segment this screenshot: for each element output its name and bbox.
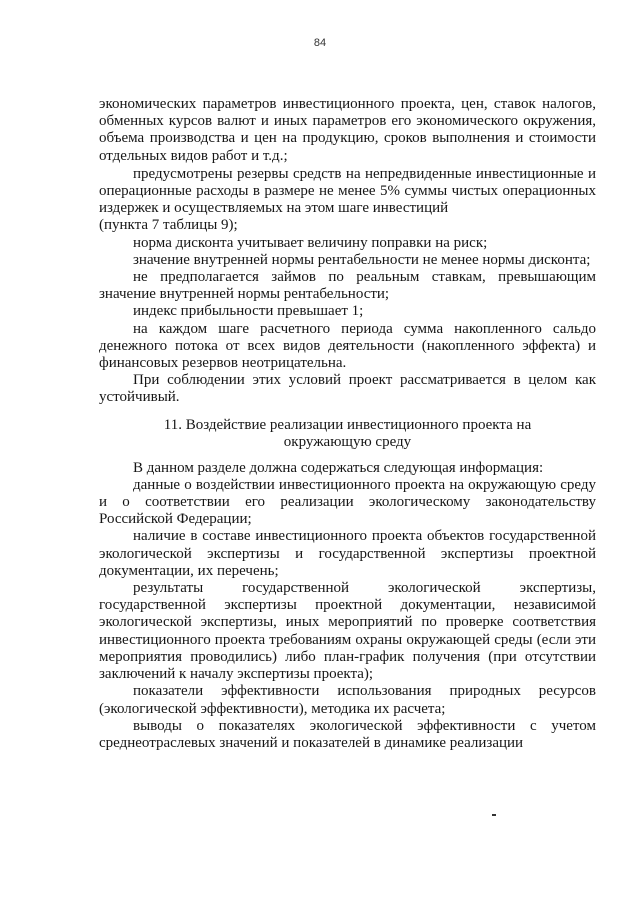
paragraph-stability-conclusion: При соблюдении этих условий проект рассматривается в целом как устойчивый. — [99, 372, 596, 406]
paragraph-cash-flow-balance: на каждом шаге расчетного периода сумма накопленного сальдо денежного потока от всех видов деятельности (накопленного эффекта) и финансовых резервов неотрицательна. — [99, 320, 596, 372]
paragraph-expertise-objects: наличие в составе инвестиционного проекта объектов государственной экологической экспертизы и государственной экспертизы проектной документации, их перечень; — [99, 528, 596, 579]
paragraph-irr: значение внутренней нормы рентабельности не менее нормы дисконта; — [133, 251, 591, 268]
paragraph-reserves: предусмотрены резервы средств на непредвиденные инвестиционные и операционные расходы в размере не менее 5% суммы чистых операционных издержек и осуществляемых на этом шаге инвестиций — [99, 165, 596, 217]
paragraph-discount-rate: норма дисконта учитывает величину поправки на риск; — [133, 234, 488, 251]
section-title-line-2: окружающую среду — [283, 434, 412, 451]
body-text — [99, 96, 596, 752]
paragraph-economic-params: экономических параметров инвестиционного проекта, цен, ставок налогов, обменных курсов валют и иных параметров его экономического окружения, объема производства и цен на продукцию, сроков выполнения и стоимости отдельных видов работ и т.д.; — [99, 96, 596, 164]
page-number: 84 — [313, 37, 327, 49]
scan-mark — [492, 814, 496, 816]
paragraph-loans: не предполагается займов по реальным ставкам, превышающим значение внутренней нормы рентабельности; — [99, 269, 596, 303]
paragraph-profitability-index: индекс прибыльности превышает 1; — [133, 303, 364, 320]
paragraph-impact-data: данные о воздействии инвестиционного проекта на окружающую среду и о соответствии его реализации экологическому законодательству Российской Федерации; — [99, 476, 596, 528]
section-title-line-1: 11. Воздействие реализации инвестиционного проекта на — [163, 416, 532, 433]
paragraph-reserves-ref: (пункта 7 таблицы 9); — [99, 217, 238, 234]
paragraph-expertise-results: результаты государственной экологической экспертизы, государственной экспертизы проектной документации, независимой экологической экспертизы, иных мероприятий по проверке соответствия инвестиционного проекта требованиям охраны окружающей среды (если эти мероприятия проводились) либо план-график получения (при отсутствии заключений к началу экспертизы проекта); — [99, 580, 596, 683]
paragraph-efficiency-conclusions: выводы о показателях экологической эффективности с учетом среднеотраслевых значений и показателей в динамике реализации — [99, 717, 596, 751]
paragraph-efficiency-indicators: показатели эффективности использования природных ресурсов (экологической эффективности), методика их расчета; — [99, 683, 596, 717]
paragraph-section-intro: В данном разделе должна содержаться следующая информация: — [133, 459, 544, 476]
section-title — [99, 417, 596, 452]
